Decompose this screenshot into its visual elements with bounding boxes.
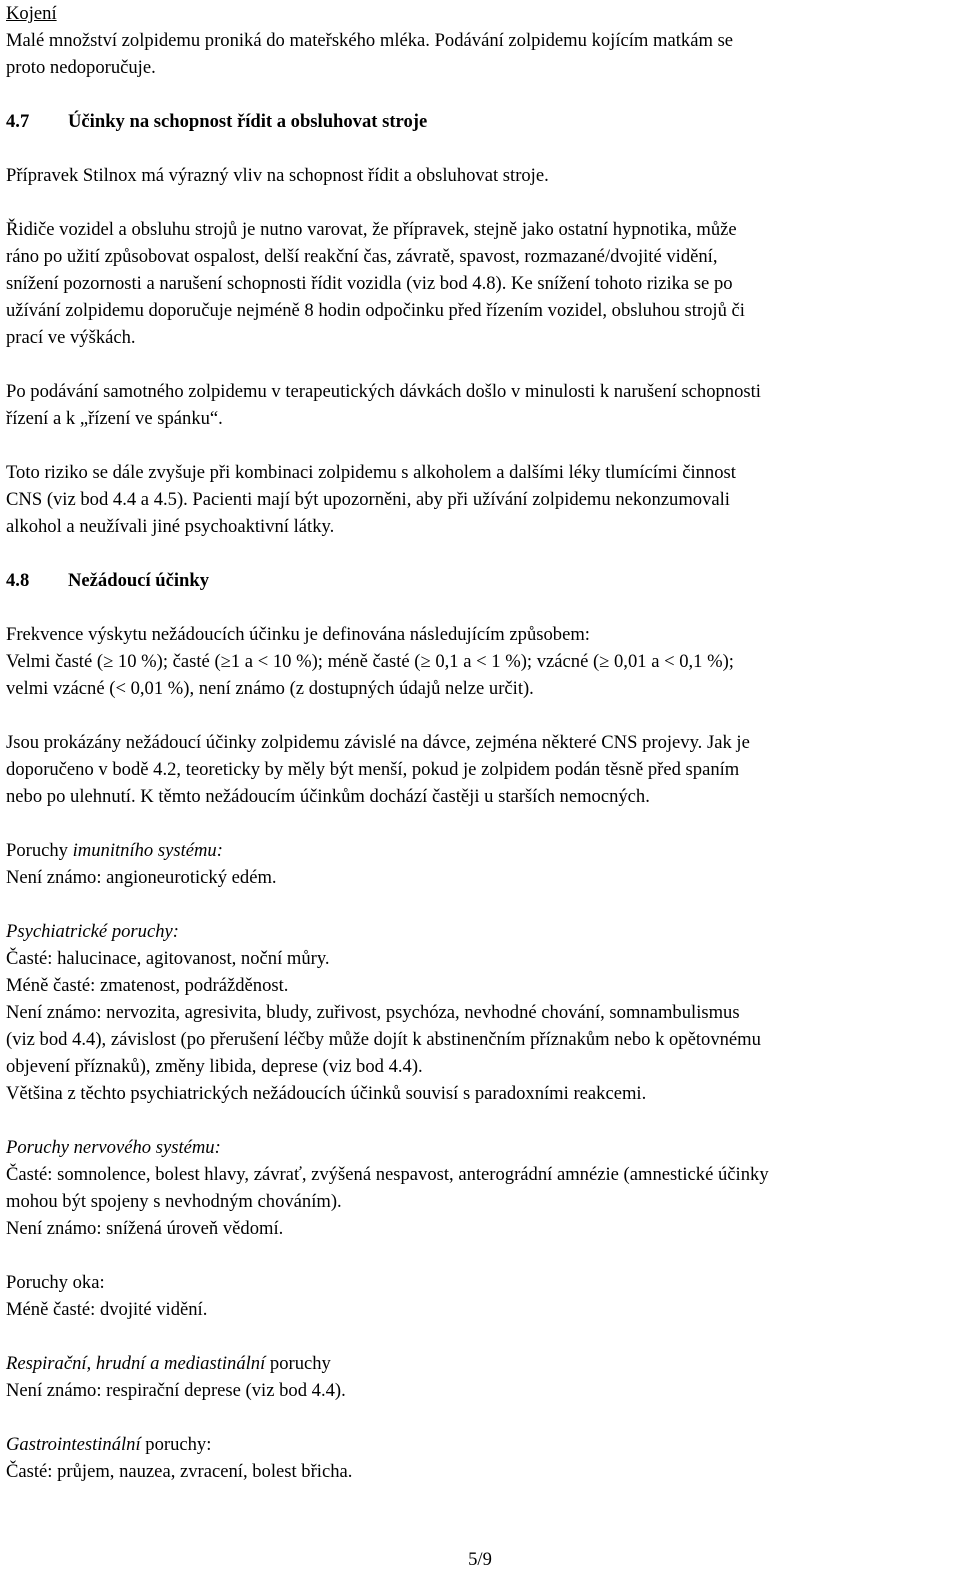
text-line: ráno po užití způsobovat ospalost, delší reakční čas, závratě, spavost, rozmazané/dvojité vidění, [6,246,718,267]
heading-italic: Gastrointestinální [6,1434,141,1455]
heading-plain: Poruchy [6,840,73,861]
heading-italic: Poruchy nervového systému: [6,1137,221,1158]
nervous-list [6,1161,956,1242]
text-line: velmi vzácné (< 0,01 %), není známo (z dostupných údajů nelze určit). [6,678,534,699]
text-line: Frekvence výskytu nežádoucích účinku je definována následujícím způsobem: [6,624,590,645]
section-title: Nežádoucí účinky [68,570,210,591]
text-line: Časté: halucinace, agitovanost, noční můry. [6,948,330,969]
gastrointestinal-heading [6,1431,956,1458]
text-line: mohou být spojeny s nevhodným chováním). [6,1191,342,1212]
text-line: Po podávání samotného zolpidemu v terapeutických dávkách došlo v minulosti k narušení schopnosti [6,381,761,402]
section-4-7-heading [6,108,427,135]
section-number: 4.8 [6,570,30,591]
text-line: Velmi časté (≥ 10 %); časté (≥1 a < 10 %); méně časté (≥ 0,1 a < 1 %); vzácné (≥ 0,01 a < 0,1 %); [6,651,734,672]
text-line: Řidiče vozidel a obsluhu strojů je nutno varovat, že přípravek, stejně jako ostatní hypnotika, může [6,219,737,240]
text-line: doporučeno v bodě 4.2, teoreticky by měly být menší, pokud je zolpidem podán těsně před spaním [6,759,740,780]
paragraph [6,216,956,351]
paragraph [6,459,956,540]
text-line: Není známo: respirační deprese (viz bod 4.4). [6,1380,346,1401]
heading-plain: Poruchy oka: [6,1272,105,1293]
text-line: Většina z těchto psychiatrických nežádoucích účinků souvisí s paradoxními reakcemi. [6,1083,647,1104]
text-line: Jsou prokázány nežádoucí účinky zolpidemu závislé na dávce, zejména některé CNS projevy. Jak je [6,732,750,753]
text-line: řízení a k „řízení ve spánku“. [6,408,223,429]
heading-italic: Psychiatrické poruchy: [6,921,179,942]
text-line: (viz bod 4.4), závislost (po přerušení léčby může dojít k abstinenčním příznakům nebo k opětovnému [6,1029,761,1050]
text-line: CNS (viz bod 4.4 a 4.5). Pacienti mají být upozorněni, aby při užívání zolpidemu nekonzumovali [6,489,730,510]
heading-plain: poruchy [265,1353,331,1374]
text-line: Méně časté: dvojité vidění. [6,1299,208,1320]
kojeni-title: Kojení [6,3,57,24]
paragraph [6,378,956,432]
section-4-8-heading [6,567,209,594]
paragraph [6,729,956,810]
text-line: Není známo: nervozita, agresivita, bludy, zuřivost, psychóza, nevhodné chování, somnambulismus [6,1002,740,1023]
text-line: objevení příznaků), změny libida, deprese (viz bod 4.4). [6,1056,423,1077]
kojeni-text [6,27,956,81]
text-line: nebo po ulehnutí. K těmto nežádoucím účinkům dochází častěji u starších nemocných. [6,786,650,807]
text-line: Malé množství zolpidemu proniká do mateřského mléka. Podávání zolpidemu kojícím matkám se [6,30,734,51]
text-line: snížení pozornosti a narušení schopnosti řídit vozidla (viz bod 4.8). Ke snížení tohoto rizika se po [6,273,733,294]
nervous-heading [6,1134,956,1161]
eye-heading [6,1269,956,1296]
page-number: 5/9 [468,1549,492,1570]
paragraph: Přípravek Stilnox má výrazný vliv na schopnost řídit a obsluhovat stroje. [6,165,549,186]
section-number: 4.7 [6,111,30,132]
psychiatric-heading [6,918,956,945]
text-line: prací ve výškách. [6,327,136,348]
text-line: Časté: somnolence, bolest hlavy, závrať, zvýšená nespavost, anterográdní amnézie (amnestické účinky [6,1164,769,1185]
text-line: alkohol a neužívali jiné psychoaktivní látky. [6,516,335,537]
text-line: Toto riziko se dále zvyšuje při kombinaci zolpidemu s alkoholem a dalšími léky tlumícími činnost [6,462,736,483]
immune-heading [6,837,956,864]
text-line: Není známo: snížená úroveň vědomí. [6,1218,284,1239]
kojeni-heading [6,0,956,27]
text-line: užívání zolpidemu doporučuje nejméně 8 hodin odpočinku před řízením vozidel, obsluhou strojů či [6,300,745,321]
heading-plain: poruchy: [140,1434,212,1455]
heading-italic: imunitního systému: [72,840,223,861]
respiratory-heading [6,1350,956,1377]
section-title: Účinky na schopnost řídit a obsluhovat stroje [68,111,428,132]
text-line: Méně časté: zmatenost, podrážděnost. [6,975,289,996]
psychiatric-list [6,945,956,1107]
text-line: Není známo: angioneurotický edém. [6,867,277,888]
heading-italic: Respirační, hrudní a mediastinální [6,1353,266,1374]
frequency-definition [6,621,956,702]
text-line: proto nedoporučuje. [6,57,156,78]
text-line: Časté: průjem, nauzea, zvracení, bolest břicha. [6,1461,353,1482]
